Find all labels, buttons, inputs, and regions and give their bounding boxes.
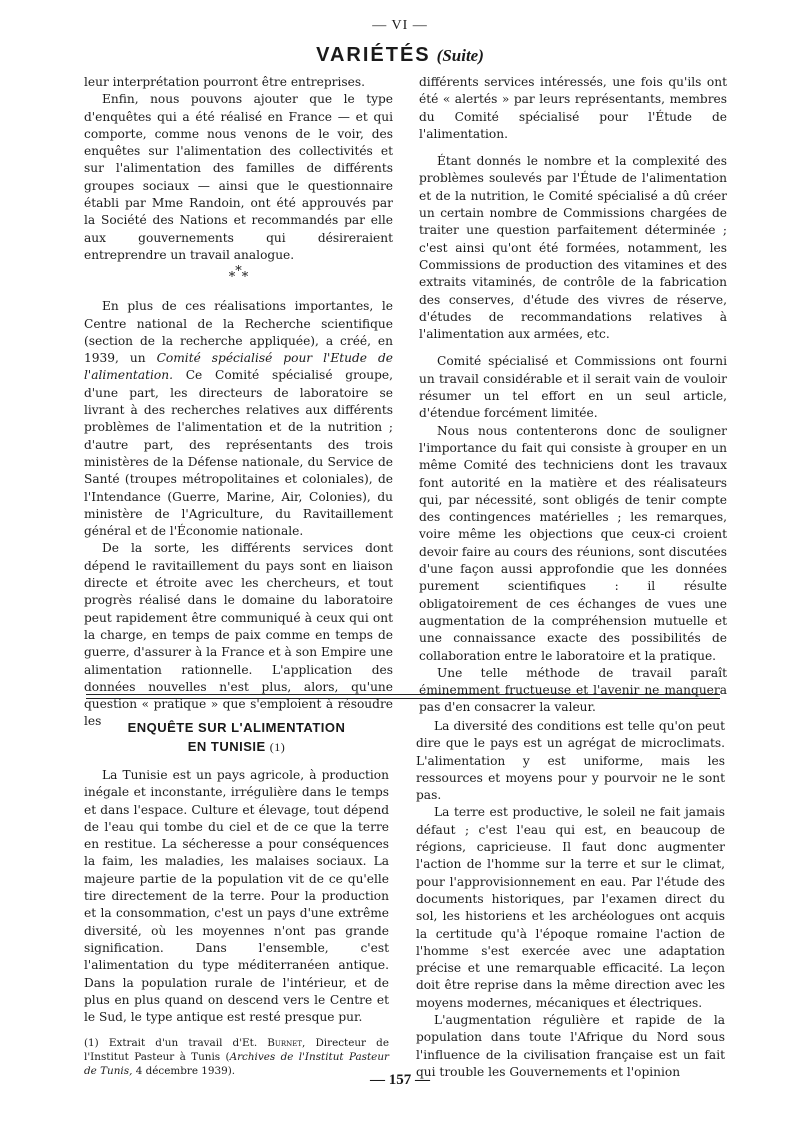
paragraph: Étant donnés le nombre et la complexité des problèmes soulevés par l'Étude de l'alimentation et de la nutrition, le Comité spécialisé a dû créer un certain nombre de Commissions chargées de traiter une question parfaitement déterminée ; c'est ainsi qu'ont été formées, notamment, les Commissions de production des vitamines et des extraits vitaminés, de contrôle de la fabrication des conserves, d'étude des vivres de réserve, d'études de recommandations relatives à l'alimentation aux armées, etc. (419, 154, 727, 342)
text-run: Ce Comité spécialisé groupe, d'une part, les directeurs de laboratoire se livrant à des recherches relatives aux différents problèmes de l'alimentation et de la nutrition ; d'autre part, des représentants des trois ministères de la Défense nationale, du Service de Santé (troupes métropolitaines et coloniales), de l'Intendance (Guerre, Marine, Air, Colonies), du ministère de l'Agriculture, du Ravitaillement général et de l'Économie nationale. (84, 368, 393, 539)
header-suite: (Suite) (436, 46, 484, 65)
footnote-middle: Directeur de l'Institut Pasteur à Tunis ( (84, 1037, 389, 1064)
page-number: — 157 — (370, 1072, 430, 1088)
paragraph: La terre est productive, le soleil ne fait jamais défaut ; c'est l'eau qui est, en beaucoup de régions, capricieuse. Il faut donc augmenter l'action de l'homme sur la terre et sur le climat, pour l'approvisionnement en eau. Par l'étude des documents historiques, par l'examen direct du sol, les historiens et les archéologues ont acquis la certitude qu'à l'époque romaine l'action de l'homme s'est exercée avec une adaptation précise et une remarquable efficacité. La leçon doit être reprise dans la même direction avec les moyens modernes, mécaniques et électriques. (416, 805, 725, 1010)
paragraph: Comité spécialisé et Commissions ont fourni un travail considérable et il serait vain de vouloir résumer un tel effort en un seul article, d'étendue forcément limitée. (419, 354, 727, 421)
paragraph: différents services intéressés, une fois qu'ils ont été « alertés » par leurs représentants, membres du Comité spécialisé pour l'Étude de l'alimentation. (419, 75, 727, 141)
footnote-journal: Archives de l'Institut Pasteur de Tunis, (84, 1051, 389, 1078)
text-run: En plus de ces réalisations importantes, le Centre national de la Recherche scientifique (section de la recherche appliquée), a créé, en 1939, un (84, 299, 393, 366)
paragraph: Une telle méthode de travail paraît éminemment fructueuse et l'avenir ne manquera pas d'en consacrer la valeur. (419, 665, 727, 715)
bottom-right-column (416, 718, 725, 1081)
committee-name: Comité spécialisé pour l'Etude de l'alimentation. (84, 351, 394, 383)
paragraph: La Tunisie est un pays agricole, à production inégale et inconstante, irrégulière dans le temps et dans l'espace. Culture et élevage, tout dépend de l'eau qui tombe du ciel et de ce que la terre en restitue. La sécheresse a pour conséquences la faim, les maladies, les malaises sociaux. La majeure partie de la population vit de ce qu'elle tire directement de la terre. Pour la production et la consommation, c'est un pays d'une extrême diversité, où les moyennes n'ont pas grande signification. Dans l'ensemble, c'est l'alimentation du type méditerranéen antique. Dans la population rurale de l'intérieur, et de plus en plus quand on descend vers le Centre et le Sud, le type antique est resté presque pur. (84, 768, 389, 1025)
paragraph: De la sorte, les différents services dont dépend le ravitaillement du pays sont en liaison directe et étroite avec les chercheurs, et tout progrès réalisé dans le domaine du laboratoire peut rapidement être communiqué à ceux qui ont la charge, en temps de paix comme en temps de guerre, d'assurer à la France et à son Empire une alimentation rationnelle. L'application des données nouvelles n'est plus, alors, qu'une question « pratique » que s'emploient à résoudre les (84, 541, 393, 729)
asterism-separator: *** (228, 264, 249, 286)
roman-page-number: — VI — (372, 18, 428, 33)
bottom-left-column (84, 718, 389, 1078)
footnote-date: 4 décembre 1939). (135, 1065, 236, 1078)
paragraph: Enfin, nous pouvons ajouter que le type d'enquêtes qui a été réalisé en France — et qui comporte, comme nous venons de le voir, des enquêtes sur l'alimentation des collectivités et sur l'alimentation des familles de différents groupes sociaux — ainsi que le questionnaire établi par Mme Randoin, ont été approuvés par la Société des Nations et recommandés par elle aux gouvernements qui désireraient entreprendre un travail analogue. (84, 92, 393, 262)
footnote-reference: (1) (269, 740, 286, 754)
paragraph: Nous nous contenterons donc de souligner l'importance du fait qui consiste à grouper en un même Comité des techniciens dont les travaux font autorité en la matière et des réalisateurs qui, par nécessité, sont obligés de tenir compte des contingences matérielles ; les remarques, voire même les objections que ceux-ci croient devoir faire au cours des réunions, sont discutées d'une façon aussi approfondie que les données purement scientifiques : il résulte obligatoirement de ces échanges de vues une augmentation de la compréhension mutuelle et une connaissance exacte des possibilités de collaboration entre le laboratoire et la pratique. (419, 423, 727, 663)
top-left-column (84, 74, 393, 731)
section-divider (86, 694, 720, 695)
footnote-prefix: (1) Extrait d'un travail d'Et. (84, 1037, 258, 1050)
article-title-text: EN TUNISIE (187, 739, 266, 754)
top-right-column (419, 74, 727, 717)
article-title-line (84, 737, 389, 757)
section-divider (86, 698, 720, 699)
paragraph: La diversité des conditions est telle qu'on peut dire que le pays est un agrégat de microclimats. L'alimentation y est uniforme, mais les ressources et moyens pour y pourvoir ne le sont pas. (416, 719, 725, 803)
paragraph (84, 298, 393, 540)
footnote-author: Burnet, (267, 1037, 306, 1050)
article-title-line: ENQUÊTE SUR L'ALIMENTATION (127, 720, 346, 735)
header-title: VARIÉTÉS (316, 44, 431, 66)
section-header (0, 44, 800, 67)
paragraph: L'augmentation régulière et rapide de la population dans toute l'Afrique du Nord sous l'influence de la civilisation française est un fait qui trouble les Gouvernements et l'opinion (416, 1013, 725, 1079)
paragraph: leur interprétation pourront être entreprises. (84, 75, 365, 89)
article-title (84, 718, 389, 757)
